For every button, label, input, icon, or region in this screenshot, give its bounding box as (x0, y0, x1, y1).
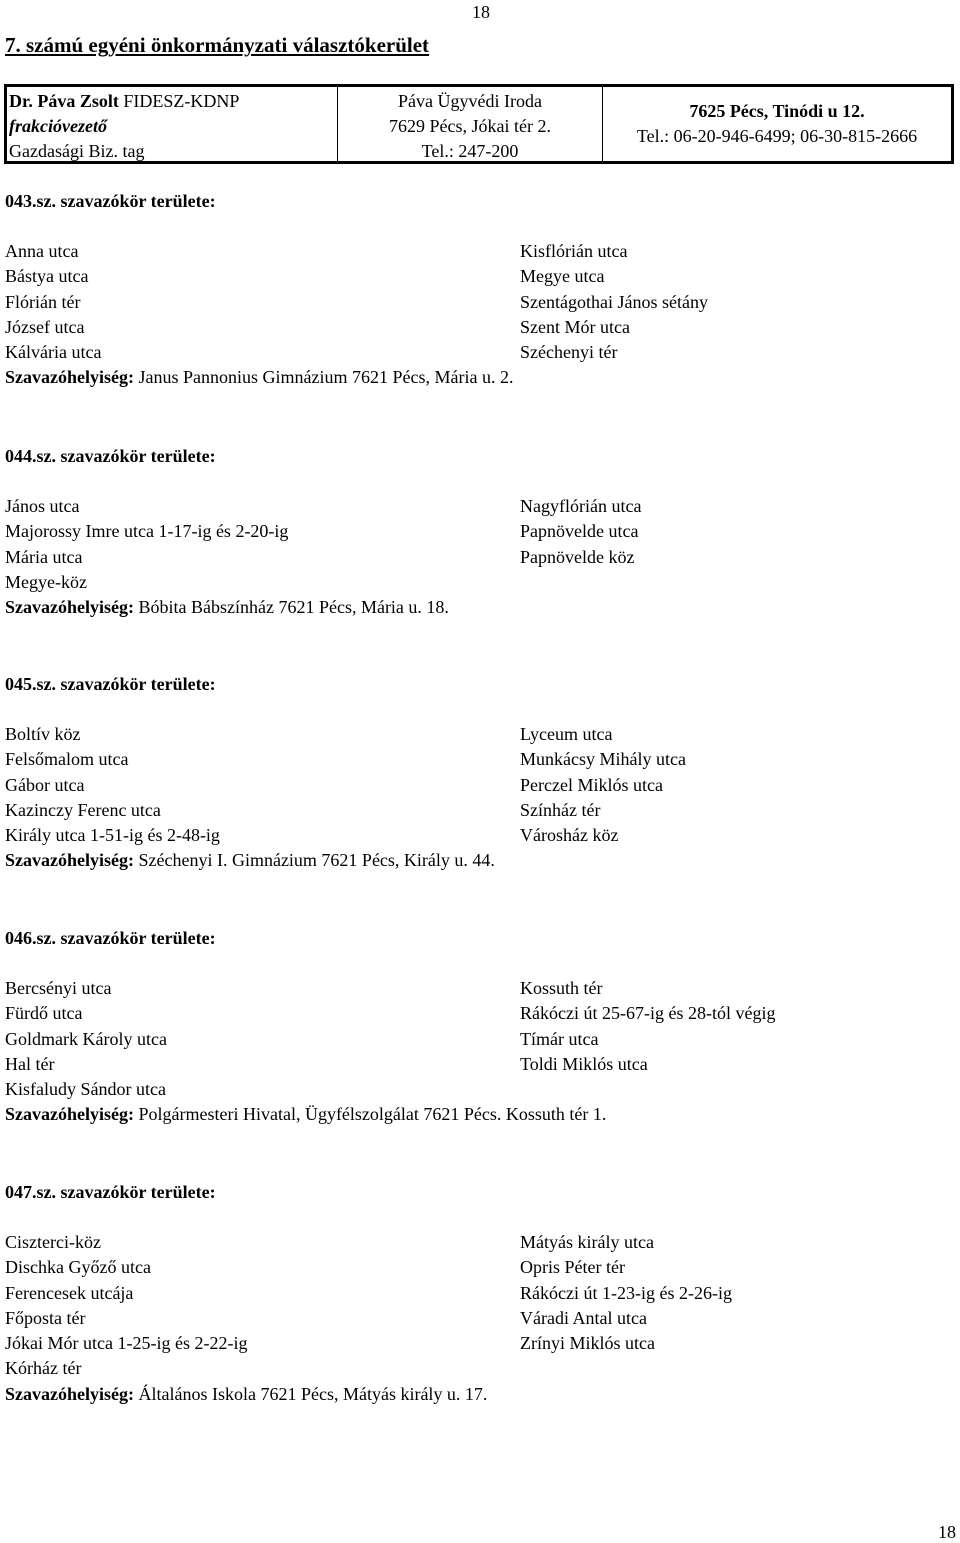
office-phone: Tel.: 247-200 (421, 141, 519, 161)
polling-location-value: Bóbita Bábszínház 7621 Pécs, Mária u. 18. (133, 597, 449, 618)
list-item (5, 340, 935, 365)
representative-party: FIDESZ-KDNP (118, 91, 240, 111)
street-left: Bástya utca (5, 266, 89, 287)
street-right: Munkácsy Mihály utca (520, 749, 686, 770)
polling-location (5, 595, 935, 620)
street-left: József utca (5, 316, 85, 337)
street-left: Főposta tér (5, 1307, 86, 1328)
list-item (5, 570, 935, 595)
street-left: Boltív köz (5, 724, 81, 744)
street-right: Váradi Antal utca (520, 1307, 647, 1328)
street-left: Majorossy Imre utca 1-17-ig és 2-20-ig (5, 521, 289, 542)
precinct-section-046 (5, 926, 935, 1128)
page-number-top: 18 (472, 2, 490, 22)
polling-location (5, 848, 935, 873)
precinct-section-044 (5, 444, 935, 620)
polling-location-label: Szavazóhelyiség: (5, 597, 134, 618)
street-left: Goldmark Károly utca (5, 1028, 167, 1049)
street-list (5, 494, 935, 595)
street-left: Flórián tér (5, 291, 81, 312)
street-right: Mátyás király utca (520, 1232, 654, 1252)
precinct-section-043 (5, 189, 935, 391)
home-phone: Tel.: 06-20-946-6499; 06-30-815-2666 (636, 126, 918, 146)
page-number-bottom: 18 (938, 1522, 956, 1542)
home-info (603, 87, 951, 161)
street-left: Dischka Győző utca (5, 1257, 151, 1278)
polling-location-value: Általános Iskola 7621 Pécs, Mátyás király u. 17. (133, 1383, 488, 1404)
precinct-heading: 045.sz. szavazókör területe: (5, 674, 216, 694)
list-item (5, 1306, 935, 1331)
list-item (5, 1052, 935, 1077)
home-address: 7625 Pécs, Tinódi u 12. (689, 101, 865, 121)
list-item (5, 290, 935, 315)
street-right: Színház tér (520, 799, 601, 820)
list-item (5, 494, 935, 519)
representative-committee: Gazdasági Biz. tag (9, 141, 145, 161)
polling-location-value: Széchenyi I. Gimnázium 7621 Pécs, Király u. 44. (133, 850, 495, 871)
office-address: 7629 Pécs, Jókai tér 2. (389, 116, 551, 136)
list-item (5, 976, 935, 1001)
street-left: Jókai Mór utca 1-25-ig és 2-22-ig (5, 1333, 248, 1354)
list-item (5, 747, 935, 772)
list-item (5, 722, 935, 747)
list-item (5, 1331, 935, 1356)
street-left: Megye-köz (5, 571, 87, 592)
list-item (5, 1356, 935, 1381)
street-right: Megye utca (520, 266, 605, 287)
office-name: Páva Ügyvédi Iroda (398, 91, 542, 111)
street-left: Hal tér (5, 1053, 55, 1074)
representative-info (7, 87, 338, 161)
list-item (5, 315, 935, 340)
precinct-heading: 047.sz. szavazókör területe: (5, 1182, 216, 1202)
street-right: Lyceum utca (520, 724, 613, 744)
polling-location-label: Szavazóhelyiség: (5, 1383, 134, 1404)
polling-location-label: Szavazóhelyiség: (5, 367, 134, 388)
street-list (5, 239, 935, 365)
street-right: Toldi Miklós utca (520, 1053, 648, 1074)
district-title: 7. számú egyéni önkormányzati választókerület (5, 33, 430, 57)
precinct-section-047 (5, 1180, 935, 1407)
street-right: Papnövelde utca (520, 521, 639, 542)
street-right: Városház köz (520, 825, 619, 846)
street-right: Perczel Miklós utca (520, 774, 663, 795)
list-item (5, 823, 935, 848)
list-item (5, 1255, 935, 1280)
street-left: Kazinczy Ferenc utca (5, 799, 161, 820)
list-item (5, 264, 935, 289)
list-item (5, 239, 935, 264)
list-item (5, 773, 935, 798)
street-right: Papnövelde köz (520, 546, 635, 567)
street-list (5, 722, 935, 848)
precinct-section-045 (5, 672, 935, 874)
street-right: Nagyflórián utca (520, 496, 642, 516)
polling-location-value: Polgármesteri Hivatal, Ügyfélszolgálat 7621 Pécs. Kossuth tér 1. (133, 1104, 607, 1125)
polling-location-label: Szavazóhelyiség: (5, 1104, 134, 1125)
list-item (5, 1027, 935, 1052)
street-left: Felsőmalom utca (5, 749, 129, 770)
polling-location (5, 1102, 935, 1127)
street-right: Kossuth tér (520, 978, 603, 998)
street-right: Szentágothai János sétány (520, 291, 708, 312)
list-item (5, 798, 935, 823)
street-right: Zrínyi Miklós utca (520, 1333, 655, 1354)
precinct-heading: 043.sz. szavazókör területe: (5, 191, 216, 211)
representative-name-line (9, 89, 337, 114)
street-left: Mária utca (5, 546, 83, 567)
street-left: Gábor utca (5, 774, 85, 795)
representative-role: frakcióvezető (9, 116, 107, 136)
representative-name: Dr. Páva Zsolt (9, 91, 119, 111)
precinct-heading: 044.sz. szavazókör területe: (5, 446, 216, 466)
street-left: Anna utca (5, 241, 79, 261)
street-left: Bercsényi utca (5, 978, 112, 998)
street-right: Opris Péter tér (520, 1257, 625, 1278)
street-left: Kórház tér (5, 1358, 82, 1379)
list-item (5, 1077, 935, 1102)
street-left: Ciszterci-köz (5, 1232, 101, 1252)
polling-location (5, 365, 935, 390)
street-list (5, 976, 935, 1102)
street-right: Szent Mór utca (520, 316, 630, 337)
street-left: Kálvária utca (5, 342, 102, 363)
street-right: Tímár utca (520, 1028, 599, 1049)
polling-location-value: Janus Pannonius Gimnázium 7621 Pécs, Mária u. 2. (133, 367, 514, 388)
street-right: Rákóczi út 1-23-ig és 2-26-ig (520, 1282, 732, 1303)
polling-location-label: Szavazóhelyiség: (5, 850, 134, 871)
street-list (5, 1230, 935, 1382)
street-right: Széchenyi tér (520, 342, 618, 363)
list-item (5, 1230, 935, 1255)
precinct-heading: 046.sz. szavazókör területe: (5, 928, 216, 948)
street-right: Rákóczi út 25-67-ig és 28-tól végig (520, 1003, 776, 1024)
list-item (5, 519, 935, 544)
representative-box (4, 84, 954, 164)
office-info (338, 87, 603, 161)
street-left: Fürdő utca (5, 1003, 83, 1024)
street-left: János utca (5, 496, 80, 516)
list-item (5, 1281, 935, 1306)
street-left: Király utca 1-51-ig és 2-48-ig (5, 825, 220, 846)
list-item (5, 545, 935, 570)
street-left: Ferencesek utcája (5, 1282, 134, 1303)
street-left: Kisfaludy Sándor utca (5, 1079, 166, 1100)
street-right: Kisflórián utca (520, 241, 628, 261)
polling-location (5, 1382, 935, 1407)
list-item (5, 1001, 935, 1026)
